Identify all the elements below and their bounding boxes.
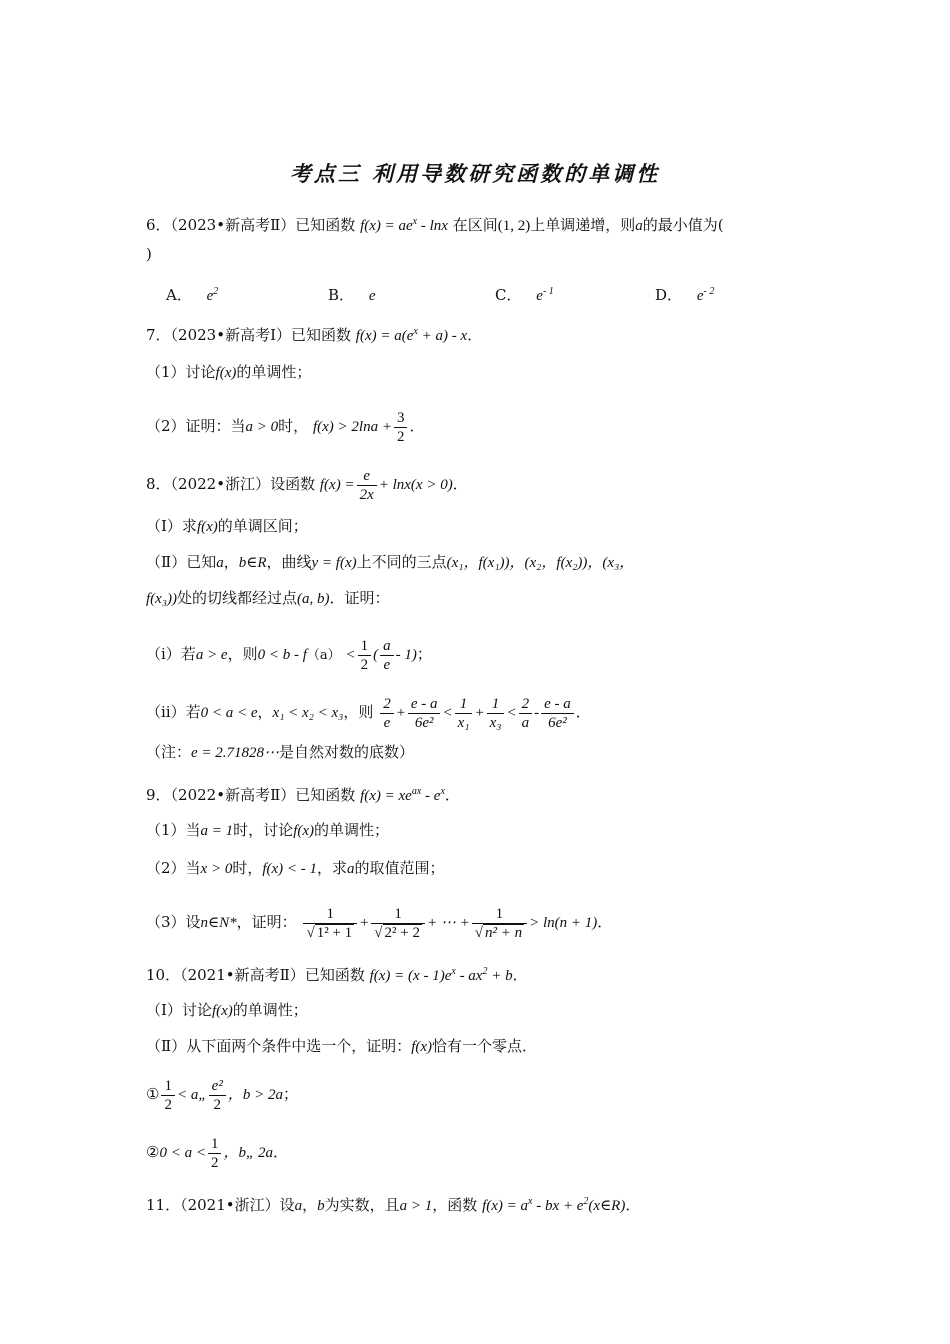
question-11: 11．（2021•浙江）设a，b为实数，且a > 1，函数 $f(x) = a^x$ - bx + $e^2(x\in R)$． (146, 1196, 641, 1214)
question-7: 7．（2023•新高考Ⅰ）已知函数 $f(x) = a(e^x + a) - x$． (146, 326, 483, 344)
question-10-part-2: （Ⅱ）从下面两个条件中选一个，证明：f(x)恰有一个零点． (146, 1037, 538, 1055)
question-10-condition-2: ②0 < a < $\frac{1}{2}$ ，b„ 2a． (146, 1135, 289, 1171)
question-8-part-2: （Ⅱ）已知a，b∈R，曲线y = f(x)上不同的三点(x₁，f(x₁))，(x₂，f(x₂))，(x₃， (146, 553, 635, 571)
question-10-condition-1: ① $\frac{1}{2}$ < a„ $\frac{\text{e²}}{2}$ ，b > 2a； (146, 1077, 298, 1113)
question-8-part-1: （Ⅰ）求f(x)的单调区间； (146, 517, 308, 535)
question-9-part-2: （2）当x > 0时，f(x) < - 1，求a的取值范围； (146, 859, 445, 877)
fraction: $\frac{a}{e}$ (380, 637, 394, 674)
question-number: 10． (146, 966, 181, 984)
fraction: $\frac{1}{\text{√ 2² + 2}}$ (371, 905, 425, 942)
question-number: 7． (146, 326, 171, 344)
question-source: （2021•新高考Ⅱ） (180, 966, 305, 984)
question-text: 已知函数 (295, 216, 356, 234)
fraction: $\frac{2}{e}$ (380, 695, 394, 732)
question-text: 在区间 (452, 216, 498, 234)
question-number: 8． (146, 475, 171, 493)
fraction: $\frac{e - a}{\text{6e²}}$ (541, 695, 574, 732)
option-c[interactable]: C． $e^{- 1}$ (495, 286, 554, 304)
question-number: 9． (146, 786, 171, 804)
fraction: $\frac{e - a}{\text{6e²}}$ (408, 695, 441, 732)
question-7-part-1: （1）讨论f(x)的单调性； (146, 363, 312, 381)
function-formula: $f(x) = (x - 1)e^x - ax^2 + b$ (369, 966, 513, 984)
question-text: 的最小值为( (642, 216, 724, 234)
question-8-sub-i: （ⅰ）若a > e，则0 < b - f（a） < $\frac{1}{2}$ ( $\frac{a}{e}$ - 1)； (146, 637, 432, 673)
option-b[interactable]: B． e (328, 286, 376, 304)
fraction: $\frac{1}{\text{√ 1² + 1}}$ (303, 905, 357, 942)
function-formula: $f(x) = ae^x - \ln x$ (360, 216, 448, 234)
question-number: 11． (146, 1196, 181, 1214)
interval: (1, 2) (497, 218, 531, 234)
question-number: 6． (146, 216, 171, 234)
question-8-note: （注：e = 2.71828⋯是自然对数的底数） (146, 743, 415, 761)
page-title: 考点三 利用导数研究函数的单调性 (289, 161, 661, 186)
question-9-part-1: （1）当a = 1时，讨论f(x)的单调性； (146, 821, 390, 839)
question-source: （2022•新高考Ⅱ） (170, 786, 296, 804)
question-text-close: ) (146, 245, 152, 263)
function-formula: $f(x) = a^x$ - bx + $e^2(x\in R)$ (482, 1196, 626, 1214)
fraction: $\frac{3}{2}$ (394, 409, 408, 446)
question-9-part-3: （3）设n∈N*，证明： $\frac{1}{\text{√ 1² + 1}}$ + $\frac{1}{\text{√ 2² + 2}}$ + ⋯ + $\frac{1}{\text{√ n² + n}}$ > ln(n + 1)． (146, 905, 613, 941)
question-10: 10．（2021•新高考Ⅱ）已知函数 $f(x) = (x - 1)e^x - ax^2 + b$． (146, 966, 528, 984)
question-source: （2022•浙江） (170, 475, 271, 493)
question-8-sub-ii: （ⅱ）若0 < a < e，x₁ < x₂ < x₃，则 $\frac{2}{e}$ + $\frac{e - a}{\text{6e²}}$ < $\frac{1}{\text{x₁}}$ + $\frac{1}{\text{x₃}}$ < $\frac{2}{a}$ - $\frac{e - a}{\text{6e²}}$ ． (146, 695, 591, 731)
question-9: 9．（2022•新高考Ⅱ）已知函数 $f(x) = xe^{ax} - e^x$． (146, 786, 460, 804)
function-formula: $f(x) = xe^{ax} - e^x$ (360, 786, 445, 804)
question-8-part-2-cont: f(x₃))处的切线都经过点(a, b)．证明： (146, 589, 390, 607)
question-6 (146, 212, 724, 236)
variable: a (635, 218, 643, 234)
function-formula: $f(x) = a(e^x + a) - x$ (355, 326, 468, 344)
fraction: $\frac{1}{2}$ (208, 1135, 222, 1172)
question-8: 8．（2022•浙江）设函数 f(x) = $\frac{e}{2x}$ + lnx(x > 0)． (146, 467, 468, 503)
fraction: $\frac{\text{e²}}{2}$ (209, 1077, 226, 1114)
question-10-part-1: （Ⅰ）讨论f(x)的单调性； (146, 1001, 308, 1019)
fraction: $\frac{1}{\text{√ n² + n}}$ (472, 905, 527, 942)
fraction: $\frac{e}{2x}$ (357, 467, 377, 504)
question-source: （2023•新高考Ⅰ） (170, 326, 291, 344)
option-d[interactable]: D． $e^{- 2}$ (655, 286, 715, 304)
question-text: 上单调递增，则 (530, 216, 636, 234)
question-7-part-2: （2）证明：当a > 0时， f(x) > 2lna + $\frac{3}{2}$ ． (146, 409, 425, 445)
fraction: $\frac{1}{2}$ (161, 1077, 175, 1114)
question-source: （2023•新高考Ⅱ） (170, 216, 296, 234)
fraction: $\frac{1}{2}$ (358, 637, 372, 674)
fraction: $\frac{1}{\text{x₁}}$ (455, 695, 473, 732)
question-text: 已知函数 (291, 326, 352, 344)
fraction: $\frac{2}{a}$ (519, 695, 533, 732)
question-source: （2021•浙江） (180, 1196, 280, 1214)
option-a[interactable]: A． $e^2$ (166, 286, 219, 304)
fraction: $\frac{1}{\text{x₃}}$ (487, 695, 505, 732)
